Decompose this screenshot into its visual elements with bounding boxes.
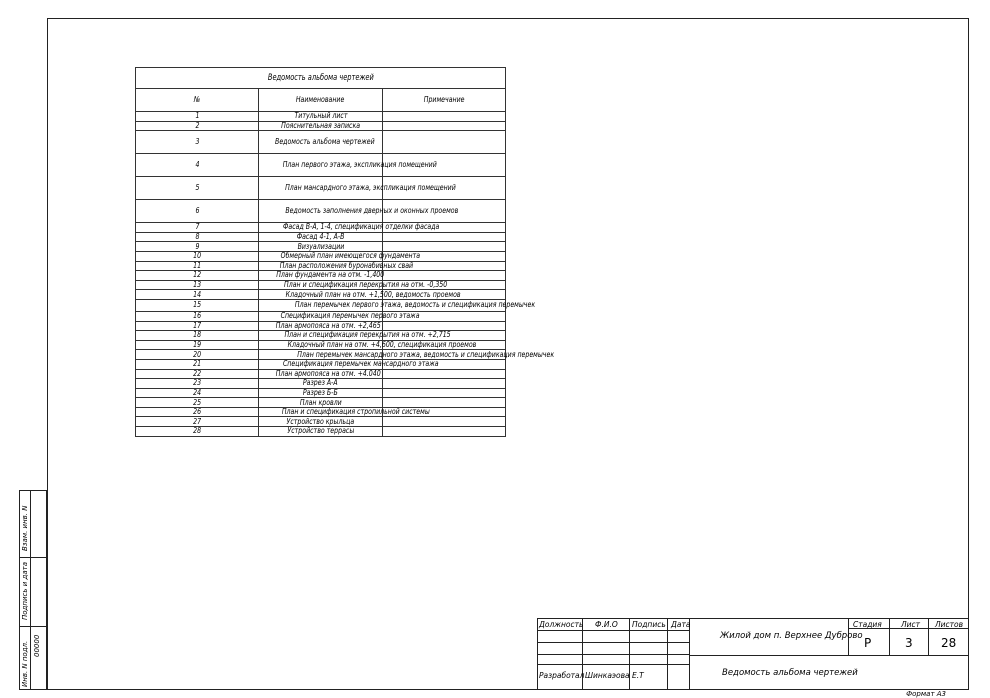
tb-sheets-label: Листов bbox=[935, 620, 964, 629]
cell-num: 12 bbox=[136, 271, 259, 281]
cell-name: Титульный лист bbox=[259, 112, 382, 122]
table-row bbox=[136, 177, 506, 200]
tb-col-date: Дата bbox=[671, 620, 691, 629]
table-row bbox=[136, 379, 506, 389]
header-name: Наименование bbox=[259, 89, 382, 112]
cell-note bbox=[382, 242, 505, 252]
cell-num: 10 bbox=[136, 251, 259, 261]
table-row bbox=[136, 311, 506, 321]
cell-name: Ведомость альбома чертежей bbox=[259, 131, 382, 154]
cell-num: 26 bbox=[136, 407, 259, 417]
cell-name: Фасад В-А, 1-4, спецификация отделки фасада bbox=[259, 223, 382, 233]
tb-author: Шинкаэова Е.Т bbox=[585, 671, 644, 680]
cell-num: 18 bbox=[136, 331, 259, 341]
cell-num: 3 bbox=[136, 131, 259, 154]
cell-num: 24 bbox=[136, 388, 259, 398]
table-row bbox=[136, 261, 506, 271]
table-row bbox=[136, 299, 506, 311]
cell-num: 22 bbox=[136, 369, 259, 379]
table-row bbox=[136, 242, 506, 252]
table-row bbox=[136, 427, 506, 437]
table-row bbox=[136, 271, 506, 281]
cell-note bbox=[382, 369, 505, 379]
cell-note bbox=[382, 388, 505, 398]
cell-note bbox=[382, 398, 505, 408]
tb-sheet-title: Ведомость альбома чертежей bbox=[722, 668, 858, 678]
table-row bbox=[136, 280, 506, 290]
cell-name: План и спецификация перекрытия на отм. +2,715 bbox=[259, 331, 382, 341]
side-inv-value: 00000 bbox=[33, 634, 41, 657]
side-inv-orig-label: Инв. N подл. bbox=[21, 640, 29, 687]
cell-num: 4 bbox=[136, 154, 259, 177]
tb-col-position: Должность bbox=[539, 620, 584, 629]
cell-name: Пояснительная записка bbox=[259, 121, 382, 131]
cell-name: План расположения буронабивных свай bbox=[259, 261, 382, 271]
tb-stage: Р bbox=[864, 636, 872, 650]
table-row bbox=[136, 154, 506, 177]
cell-name: Кладочный план на отм. +4,600, спецификация проемов bbox=[259, 340, 382, 350]
cell-num: 2 bbox=[136, 121, 259, 131]
table-row bbox=[136, 407, 506, 417]
side-cell-inv bbox=[19, 626, 47, 690]
tb-col-sign: Подпись bbox=[632, 620, 666, 629]
register-title: Ведомость альбома чертежей bbox=[136, 68, 506, 89]
cell-num: 25 bbox=[136, 398, 259, 408]
cell-note bbox=[382, 321, 505, 331]
tb-sheets: 28 bbox=[941, 636, 957, 650]
cell-num: 9 bbox=[136, 242, 259, 252]
cell-name: План перемычек мансардного этажа, ведомость и спецификация перемычек bbox=[259, 350, 382, 360]
cell-name: План и спецификация стропильной системы bbox=[259, 407, 382, 417]
cell-num: 17 bbox=[136, 321, 259, 331]
cell-num: 7 bbox=[136, 223, 259, 233]
tb-sheet-label: Лист bbox=[901, 620, 921, 629]
side-cell-sign bbox=[19, 557, 47, 627]
table-row bbox=[136, 223, 506, 233]
cell-name: Разрез Б-Б bbox=[259, 388, 382, 398]
table-row bbox=[136, 369, 506, 379]
cell-note bbox=[382, 232, 505, 242]
table-row bbox=[136, 121, 506, 131]
table-row bbox=[136, 112, 506, 122]
table-row bbox=[136, 398, 506, 408]
table-row bbox=[136, 200, 506, 223]
cell-num: 19 bbox=[136, 340, 259, 350]
cell-num: 15 bbox=[136, 299, 259, 311]
cell-note bbox=[382, 379, 505, 389]
tb-sheet: 3 bbox=[905, 636, 913, 650]
cell-name: План фундамента на отм. -1,400 bbox=[259, 271, 382, 281]
cell-note bbox=[382, 121, 505, 131]
header-note: Примечание bbox=[382, 89, 505, 112]
tb-role: Разработал bbox=[539, 671, 585, 680]
cell-note bbox=[382, 112, 505, 122]
side-sign-date-label: Подпись и дата bbox=[21, 562, 29, 620]
tb-project: Жилой дом п. Верхнее Дуброво bbox=[720, 631, 863, 641]
drawing-register-table bbox=[135, 67, 555, 437]
table-row bbox=[136, 290, 506, 300]
cell-num: 11 bbox=[136, 261, 259, 271]
cell-name: План армопояса на отм. +4.040 bbox=[259, 369, 382, 379]
table-row bbox=[136, 340, 506, 350]
cell-name: Спецификация перемычек мансардного этажа bbox=[259, 359, 382, 369]
cell-name: Разрез А-А bbox=[259, 379, 382, 389]
cell-name: План первого этажа, экспликация помещений bbox=[259, 154, 382, 177]
cell-name: План армопояса на отм. +2,465 bbox=[259, 321, 382, 331]
cell-name: Спецификация перемычек первого этажа bbox=[259, 311, 382, 321]
cell-num: 8 bbox=[136, 232, 259, 242]
tb-stage-label: Стадия bbox=[853, 620, 882, 629]
cell-note bbox=[382, 131, 505, 154]
header-num: № bbox=[136, 89, 259, 112]
cell-name: Фасад 4-1, А-В bbox=[259, 232, 382, 242]
side-cell-replace bbox=[19, 490, 47, 558]
cell-note bbox=[382, 417, 505, 427]
cell-name: Обмерный план имеющегося фундамента bbox=[259, 251, 382, 261]
cell-num: 14 bbox=[136, 290, 259, 300]
table-row bbox=[136, 417, 506, 427]
table-row bbox=[136, 388, 506, 398]
table-row bbox=[136, 350, 506, 360]
cell-name: План и спецификация перекрытия на отм. -0,350 bbox=[259, 280, 382, 290]
cell-num: 28 bbox=[136, 427, 259, 437]
cell-num: 20 bbox=[136, 350, 259, 360]
cell-name: Устройство крыльца bbox=[259, 417, 382, 427]
cell-note bbox=[382, 427, 505, 437]
cell-num: 27 bbox=[136, 417, 259, 427]
cell-name: Визуализации bbox=[259, 242, 382, 252]
tb-col-name: Ф.И.О bbox=[595, 620, 618, 629]
table-row bbox=[136, 251, 506, 261]
cell-name: План перемычек первого этажа, ведомость и спецификация перемычек bbox=[259, 299, 382, 311]
cell-num: 13 bbox=[136, 280, 259, 290]
cell-note bbox=[382, 271, 505, 281]
title-block bbox=[537, 618, 969, 690]
side-stamp bbox=[19, 490, 47, 690]
cell-name: План кровли bbox=[259, 398, 382, 408]
cell-num: 16 bbox=[136, 311, 259, 321]
table-row bbox=[136, 359, 506, 369]
cell-name: Кладочный план на отм. +1,500, ведомость проемов bbox=[259, 290, 382, 300]
table-row bbox=[136, 131, 506, 154]
format-label: Формат А3 bbox=[906, 690, 946, 698]
cell-name: Ведомость заполнения дверных и оконных проемов bbox=[259, 200, 382, 223]
table-row bbox=[136, 321, 506, 331]
side-replace-inv-label: Взам. инв. N bbox=[21, 505, 29, 551]
cell-num: 6 bbox=[136, 200, 259, 223]
cell-num: 5 bbox=[136, 177, 259, 200]
cell-num: 21 bbox=[136, 359, 259, 369]
cell-name: План мансардного этажа, экспликация помещений bbox=[259, 177, 382, 200]
cell-num: 23 bbox=[136, 379, 259, 389]
table-row bbox=[136, 331, 506, 341]
cell-name: Устройство террасы bbox=[259, 427, 382, 437]
cell-num: 1 bbox=[136, 112, 259, 122]
table-row bbox=[136, 232, 506, 242]
